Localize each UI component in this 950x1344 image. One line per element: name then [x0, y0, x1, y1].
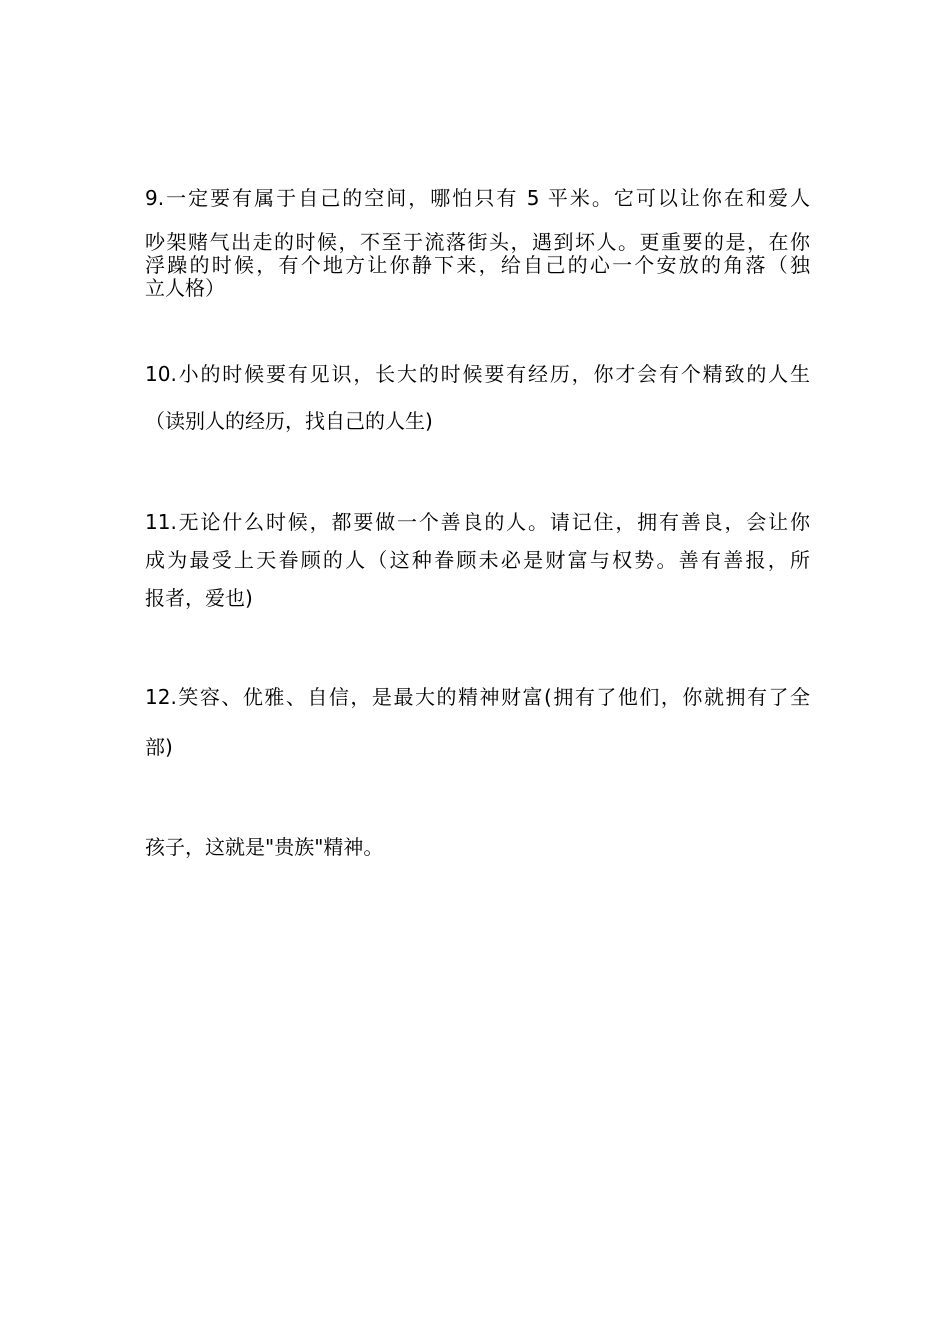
paragraph-line: 吵架赌气出走的时候，不至于流落街头，遇到坏人。更重要的是，在你	[145, 230, 810, 254]
paragraph-line: 报者，爱也)	[145, 586, 253, 610]
paragraph-line: 9.一定要有属于自己的空间，哪怕只有 5 平米。它可以让你在和爱人	[145, 186, 810, 210]
paragraph-line: 成为最受上天眷顾的人（这种眷顾未必是财富与权势。善有善报，所	[145, 548, 810, 572]
paragraph-line: （读别人的经历，找自己的人生)	[145, 409, 433, 433]
paragraph-line: 10.小的时候要有见识，长大的时候要有经历，你才会有个精致的人生	[145, 362, 810, 386]
paragraph-line: 浮躁的时候，有个地方让你静下来，给自己的心一个安放的角落（独	[145, 253, 810, 277]
paragraph-line: 部)	[145, 735, 173, 759]
paragraph-line: 立人格）	[145, 276, 225, 300]
paragraph-line: 孩子，这就是"贵族"精神。	[145, 835, 384, 859]
paragraph-line: 12.笑容、优雅、自信，是最大的精神财富(拥有了他们，你就拥有了全	[145, 685, 810, 709]
paragraph-line: 11.无论什么时候，都要做一个善良的人。请记住，拥有善良，会让你	[145, 510, 810, 534]
